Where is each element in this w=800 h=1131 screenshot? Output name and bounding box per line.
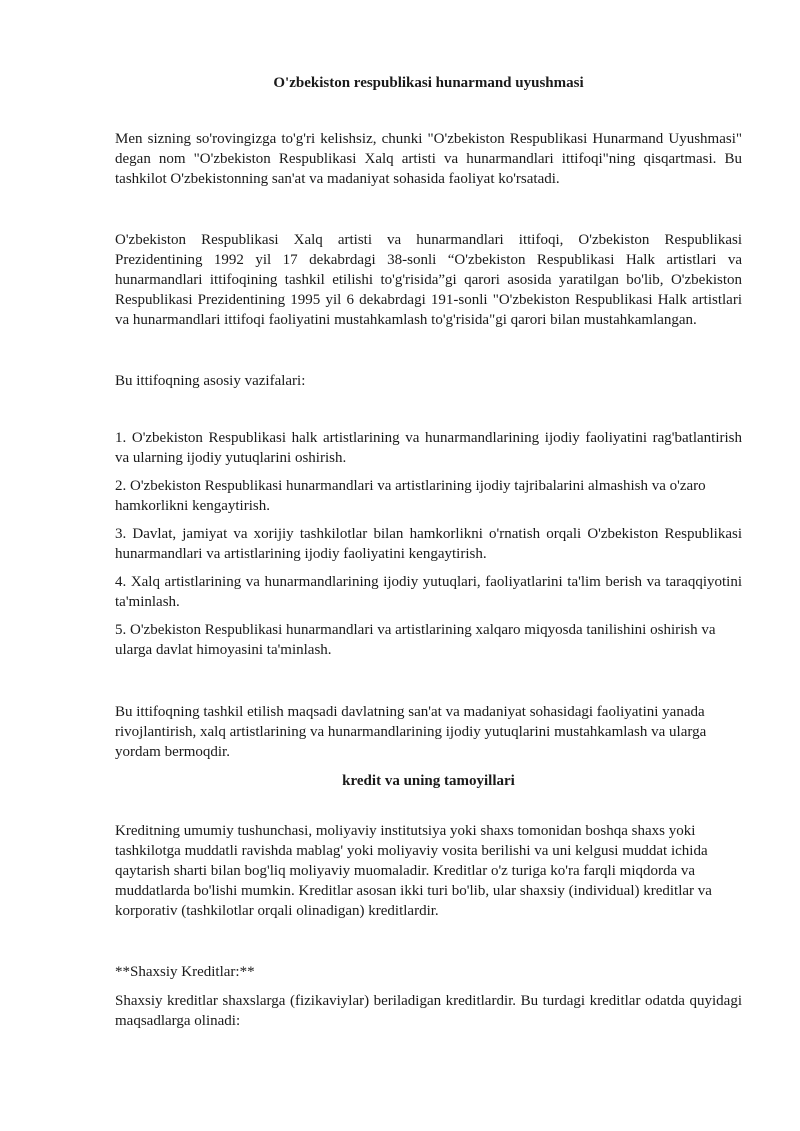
task-item-4: 4. Xalq artistlarining va hunarmandlarining ijodiy yutuqlari, faoliyatlarini ta'lim berish va taraqqiyotini ta'minlash. [115,574,742,610]
intro-paragraph: Men sizning so'rovingizga to'g'ri kelishsiz, chunki "O'zbekiston Respublikasi Hunarmand Uyushmasi" degan nom "O'zbekiston Respublikasi Xalq artisti va hunarmandlari ittifoqi"ning qisqartmasi. Bu tashkilot O'zbekistonning san'at va madaniyat sohasida faoliyat ko'rsatadi. [115,131,742,187]
credit-heading: kredit va uning tamoyillari [342,773,515,789]
task-item-2: 2. O'zbekiston Respublikasi hunarmandlari va artistlarining ijodiy tajribalarini almashish va o'zaro hamkorlikni kengaytirish. [115,478,706,514]
task-item-1: 1. O'zbekiston Respublikasi halk artistlarining va hunarmandlarining ijodiy faoliyatini rag'batlantirish va ularning ijodiy yutuqlarini oshirish. [115,430,742,466]
tasks-heading: Bu ittifoqning asosiy vazifalari: [115,373,306,389]
credit-intro-paragraph: Kreditning umumiy tushunchasi, moliyaviy institutsiya yoki shaxs tomonidan boshqa shaxs yoki tashkilotga muddatli ravishda mablag' yoki moliyaviy vosita berilishi va uni kelgusi muddat ichida qaytarish sharti bilan bog'liq moliyaviy muomaladir. Kreditlar o'z turiga ko'ra farqli miqdorda va muddatlarda bo'lishi mumkin. Kreditlar asosan ikki turi bo'lib, ular shaxsiy (individual) kreditlar va korporativ (tashkilotlar orqali olinadigan) kreditlardir. [115,823,712,919]
purpose-paragraph: Bu ittifoqning tashkil etilish maqsadi davlatning san'at va madaniyat sohasidagi faoliyatini yanada rivojlantirish, xalq artistlarining va hunarmandlarining ijodiy yutuqlarini mustahkamlash va ularga yordam bermoqdir. [115,704,707,760]
personal-credits-heading: **Shaxsiy Kreditlar:** [115,964,255,980]
history-paragraph: O'zbekiston Respublikasi Xalq artisti va hunarmandlari ittifoqi, O'zbekiston Respublikasi Prezidentining 1992 yil 17 dekabrdagi 38-sonli “O'zbekiston Respublikasi Halk artistlari va hunarmandlari ittifoqining tashkil etilishi to'g'risida”gi qarori asosida yaratilgan bo'lib, O'zbekiston Respublikasi Prezidentining 1995 yil 6 dekabrdagi 191-sonli "O'zbekiston Respublikasi Halk artistlari va hunarmandlari ittifoqi faoliyatini mustahkamlash to'g'risida"gi qarori bilan mustahkamlangan. [115,232,742,328]
document-title: O'zbekiston respublikasi hunarmand uyushmasi [273,75,584,91]
task-item-5: 5. O'zbekiston Respublikasi hunarmandlari va artistlarining xalqaro miqyosda tanilishini oshirish va ularga davlat himoyasini ta'minlash. [115,622,716,658]
personal-credits-paragraph: Shaxsiy kreditlar shaxslarga (fizikaviylar) beriladigan kreditlardir. Bu turdagi kreditlar odatda quyidagi maqsadlarga olinadi: [115,993,742,1029]
document-page [115,68,742,1031]
task-item-3: 3. Davlat, jamiyat va xorijiy tashkilotlar bilan hamkorlikni o'rnatish orqali O'zbekiston Respublikasi hunarmandlari va artistlarining ijodiy faoliyatini kengaytirish. [115,526,742,562]
